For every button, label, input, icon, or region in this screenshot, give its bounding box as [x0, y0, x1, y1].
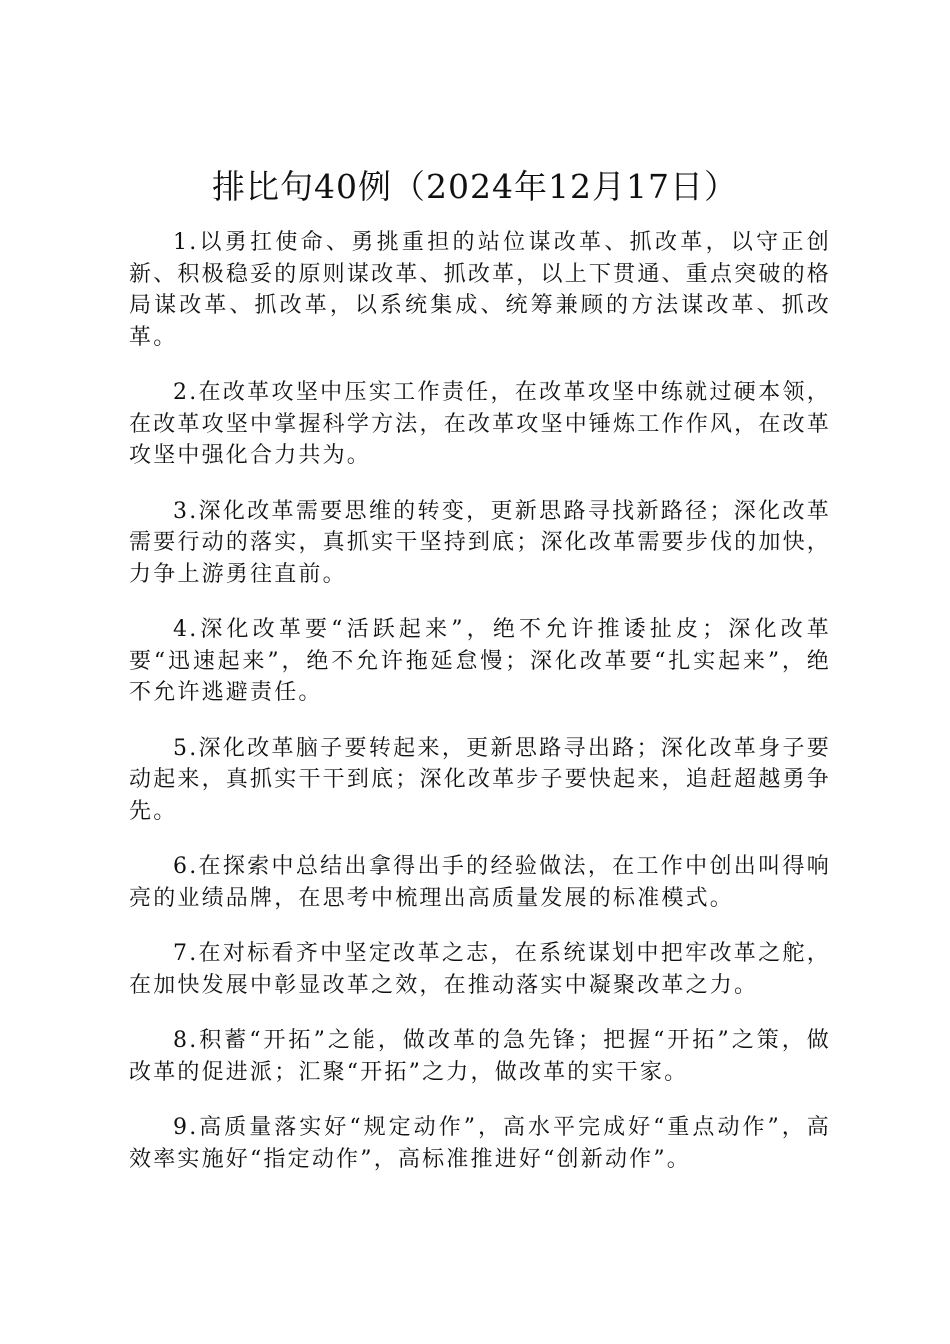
paragraph-4: 4.深化改革要“活跃起来”，绝不允许推诿扯皮；深化改革要“迅速起来”，绝不允许拖延怠慢；深化改革要“扎实起来”，绝不允许逃避责任。: [129, 617, 831, 705]
paragraph-5: 5.深化改革脑子要转起来，更新思路寻出路；深化改革身子要动起来，真抓实干干到底；深化改革步子要快起来，追赶超越勇争先。: [129, 735, 831, 824]
paragraph-2: 2.在改革攻坚中压实工作责任，在改革攻坚中练就过硬本领，在改革攻坚中掌握科学方法，在改革攻坚中锤炼工作作风，在改革攻坚中强化合力共为。: [129, 380, 831, 468]
document-title: 排比句40例（2024年12月17日）: [212, 167, 738, 206]
paragraph-7: 7.在对标看齐中坚定改革之志，在系统谋划中把牢改革之舵，在加快发展中彰显改革之效，在推动落实中凝聚改革之力。: [129, 941, 831, 998]
paragraph-3: 3.深化改革需要思维的转变，更新思路寻找新路径；深化改革需要行动的落实，真抓实干坚持到底；深化改革需要步伐的加快，力争上游勇往直前。: [129, 498, 831, 587]
paragraph-6: 6.在探索中总结出拿得出手的经验做法，在工作中创出叫得响亮的业绩品牌，在思考中梳理出高质量发展的标准模式。: [129, 854, 831, 911]
paragraph-9: 9.高质量落实好“规定动作”，高水平完成好“重点动作”，高效率实施好“指定动作”，高标准推进好“创新动作”。: [129, 1115, 831, 1172]
paragraph-8: 8.积蓄“开拓”之能，做改革的急先锋；把握“开拓”之策，做改革的促进派；汇聚“开拓”之力，做改革的实干家。: [129, 1028, 831, 1085]
document-body: [129, 227, 831, 1199]
paragraph-1: 1.以勇扛使命、勇挑重担的站位谋改革、抓改革，以守正创新、积极稳妥的原则谋改革、抓改革，以上下贯通、重点突破的格局谋改革、抓改革，以系统集成、统筹兼顾的方法谋改革、抓改革。: [129, 230, 831, 350]
